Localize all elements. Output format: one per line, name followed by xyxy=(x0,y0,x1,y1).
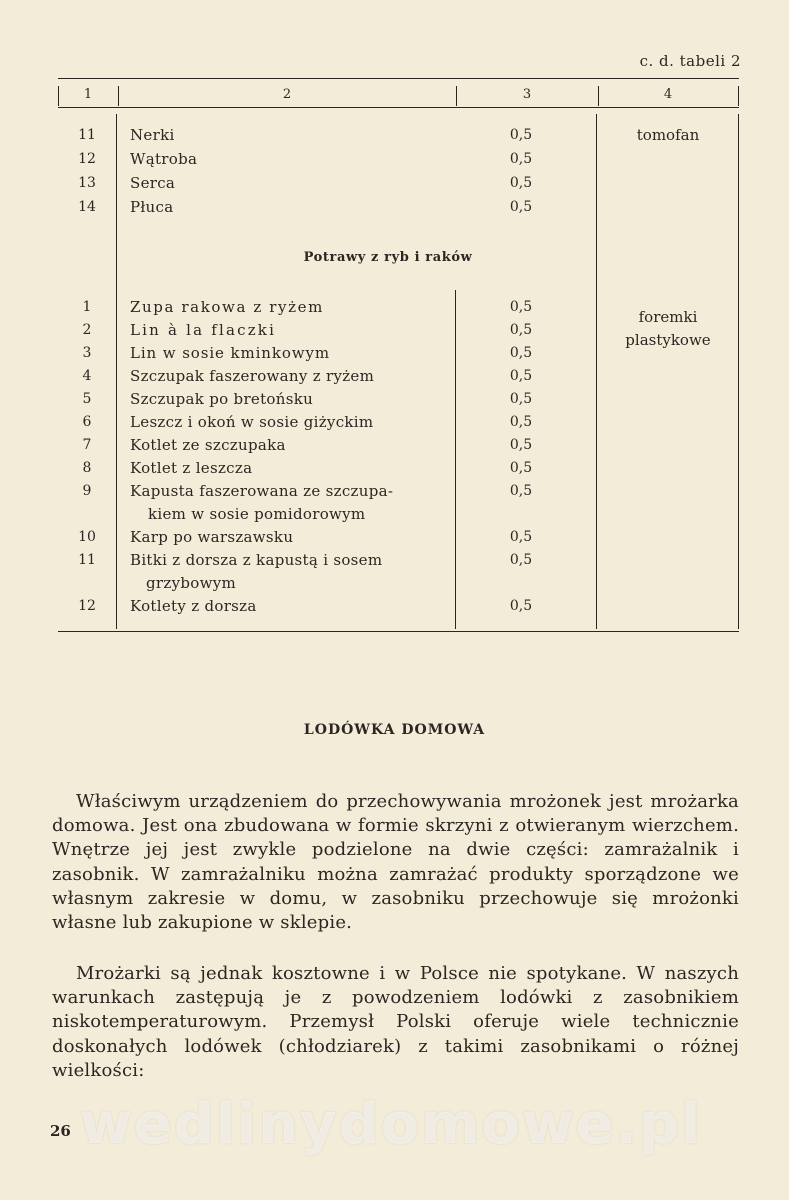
row-number: 12 xyxy=(78,598,96,614)
row-number: 2 xyxy=(82,322,92,338)
row-number: 8 xyxy=(82,460,92,476)
watermark-text: wedlinydomowe.pl xyxy=(80,1092,703,1157)
packaging-line-2: plastykowe xyxy=(625,331,711,349)
dish-name: Leszcz i okoń w sosie giżyckim xyxy=(130,413,374,431)
page-number: 26 xyxy=(50,1122,71,1140)
dish-name: Lin à la flaczki xyxy=(130,321,277,339)
dish-name: Serca xyxy=(130,174,176,192)
dish-name: Lin w sosie kminkowym xyxy=(130,344,330,362)
dish-name: Szczupak faszerowany z ryżem xyxy=(130,367,375,385)
portion-value: 0,5 xyxy=(509,483,533,499)
row-number: 11 xyxy=(78,127,96,143)
header-col-2: 2 xyxy=(282,87,292,102)
column-separator xyxy=(738,114,739,629)
section-heading: Potrawy z ryb i raków xyxy=(303,250,473,265)
portion-value: 0,5 xyxy=(509,127,533,143)
table-header-rule xyxy=(58,107,739,108)
dish-name: Kotlet ze szczupaka xyxy=(130,436,286,454)
header-separator xyxy=(738,86,739,106)
row-number: 9 xyxy=(82,483,92,499)
portion-value: 0,5 xyxy=(509,529,533,545)
row-number: 12 xyxy=(78,151,96,167)
column-separator xyxy=(116,114,117,629)
section-title: LODÓWKA DOMOWA xyxy=(303,722,486,738)
dish-name-continuation: kiem w sosie pomidorowym xyxy=(148,505,366,523)
packaging-foremki xyxy=(598,306,738,352)
portion-value: 0,5 xyxy=(509,322,533,338)
dish-name: Wątroba xyxy=(130,150,198,168)
column-separator xyxy=(455,290,456,629)
dish-name: Bitki z dorsza z kapustą i sosem xyxy=(130,551,383,569)
portion-value: 0,5 xyxy=(509,437,533,453)
portion-value: 0,5 xyxy=(509,414,533,430)
packaging-tomofan: tomofan xyxy=(636,126,700,144)
row-number: 11 xyxy=(78,552,96,568)
portion-value: 0,5 xyxy=(509,391,533,407)
dish-name-continuation: grzybowym xyxy=(146,574,237,592)
table-bottom-rule xyxy=(58,631,739,632)
paragraph-2: Mrożarki są jednak kosztowne i w Polsce nie spotykane. W naszych warunkach zastępują je z powodzeniem lodówki z zasobnikiem niskotemperaturowym. Przemysł Polski oferuje wiele technicznie doskonałych lodówek (chłodziarek) z takimi zasobnikami o różnej wielkości: xyxy=(52,963,739,1081)
row-number: 4 xyxy=(82,368,92,384)
portion-value: 0,5 xyxy=(509,151,533,167)
table-continuation-label: c. d. tabeli 2 xyxy=(639,52,741,70)
portion-value: 0,5 xyxy=(509,552,533,568)
dish-name: Szczupak po bretońsku xyxy=(130,390,314,408)
paragraph-1: Właściwym urządzeniem do przechowywania mrożonek jest mrożarka domowa. Jest ona zbudowana w formie skrzyni z otwieranym wierzchem. Wnętrze jej jest zwykle podzielone na dwie części: zamrażalnik i zasobnik. W zamrażalniku można zamrażać produkty sporządzone we własnym zakresie w domu, w zasobniku przechowuje się mrożonki własne lub zakupione w sklepie. xyxy=(52,791,739,934)
food-table xyxy=(58,78,739,634)
row-number: 7 xyxy=(82,437,92,453)
portion-value: 0,5 xyxy=(509,460,533,476)
portion-value: 0,5 xyxy=(509,345,533,361)
dish-name: Karp po warszawsku xyxy=(130,528,294,546)
dish-name: Kotlet z leszcza xyxy=(130,459,253,477)
row-number: 3 xyxy=(82,345,92,361)
row-number: 5 xyxy=(82,391,92,407)
dish-name: Zupa rakowa z ryżem xyxy=(130,298,324,316)
column-separator xyxy=(596,114,597,629)
portion-value: 0,5 xyxy=(509,598,533,614)
dish-name: Nerki xyxy=(130,126,175,144)
row-number: 6 xyxy=(82,414,92,430)
dish-name: Kapusta faszerowana ze szczupa- xyxy=(130,482,394,500)
portion-value: 0,5 xyxy=(509,175,533,191)
table-top-rule xyxy=(58,78,739,79)
portion-value: 0,5 xyxy=(509,368,533,384)
header-col-3: 3 xyxy=(522,87,532,102)
row-number: 1 xyxy=(82,299,92,315)
header-col-4: 4 xyxy=(663,87,673,102)
portion-value: 0,5 xyxy=(509,299,533,315)
row-number: 14 xyxy=(78,199,96,215)
row-number: 10 xyxy=(78,529,96,545)
header-col-1: 1 xyxy=(83,87,93,102)
row-number: 13 xyxy=(78,175,96,191)
dish-name: Płuca xyxy=(130,198,174,216)
packaging-line-1: foremki xyxy=(638,308,698,326)
portion-value: 0,5 xyxy=(509,199,533,215)
dish-name: Kotlety z dorsza xyxy=(130,597,257,615)
